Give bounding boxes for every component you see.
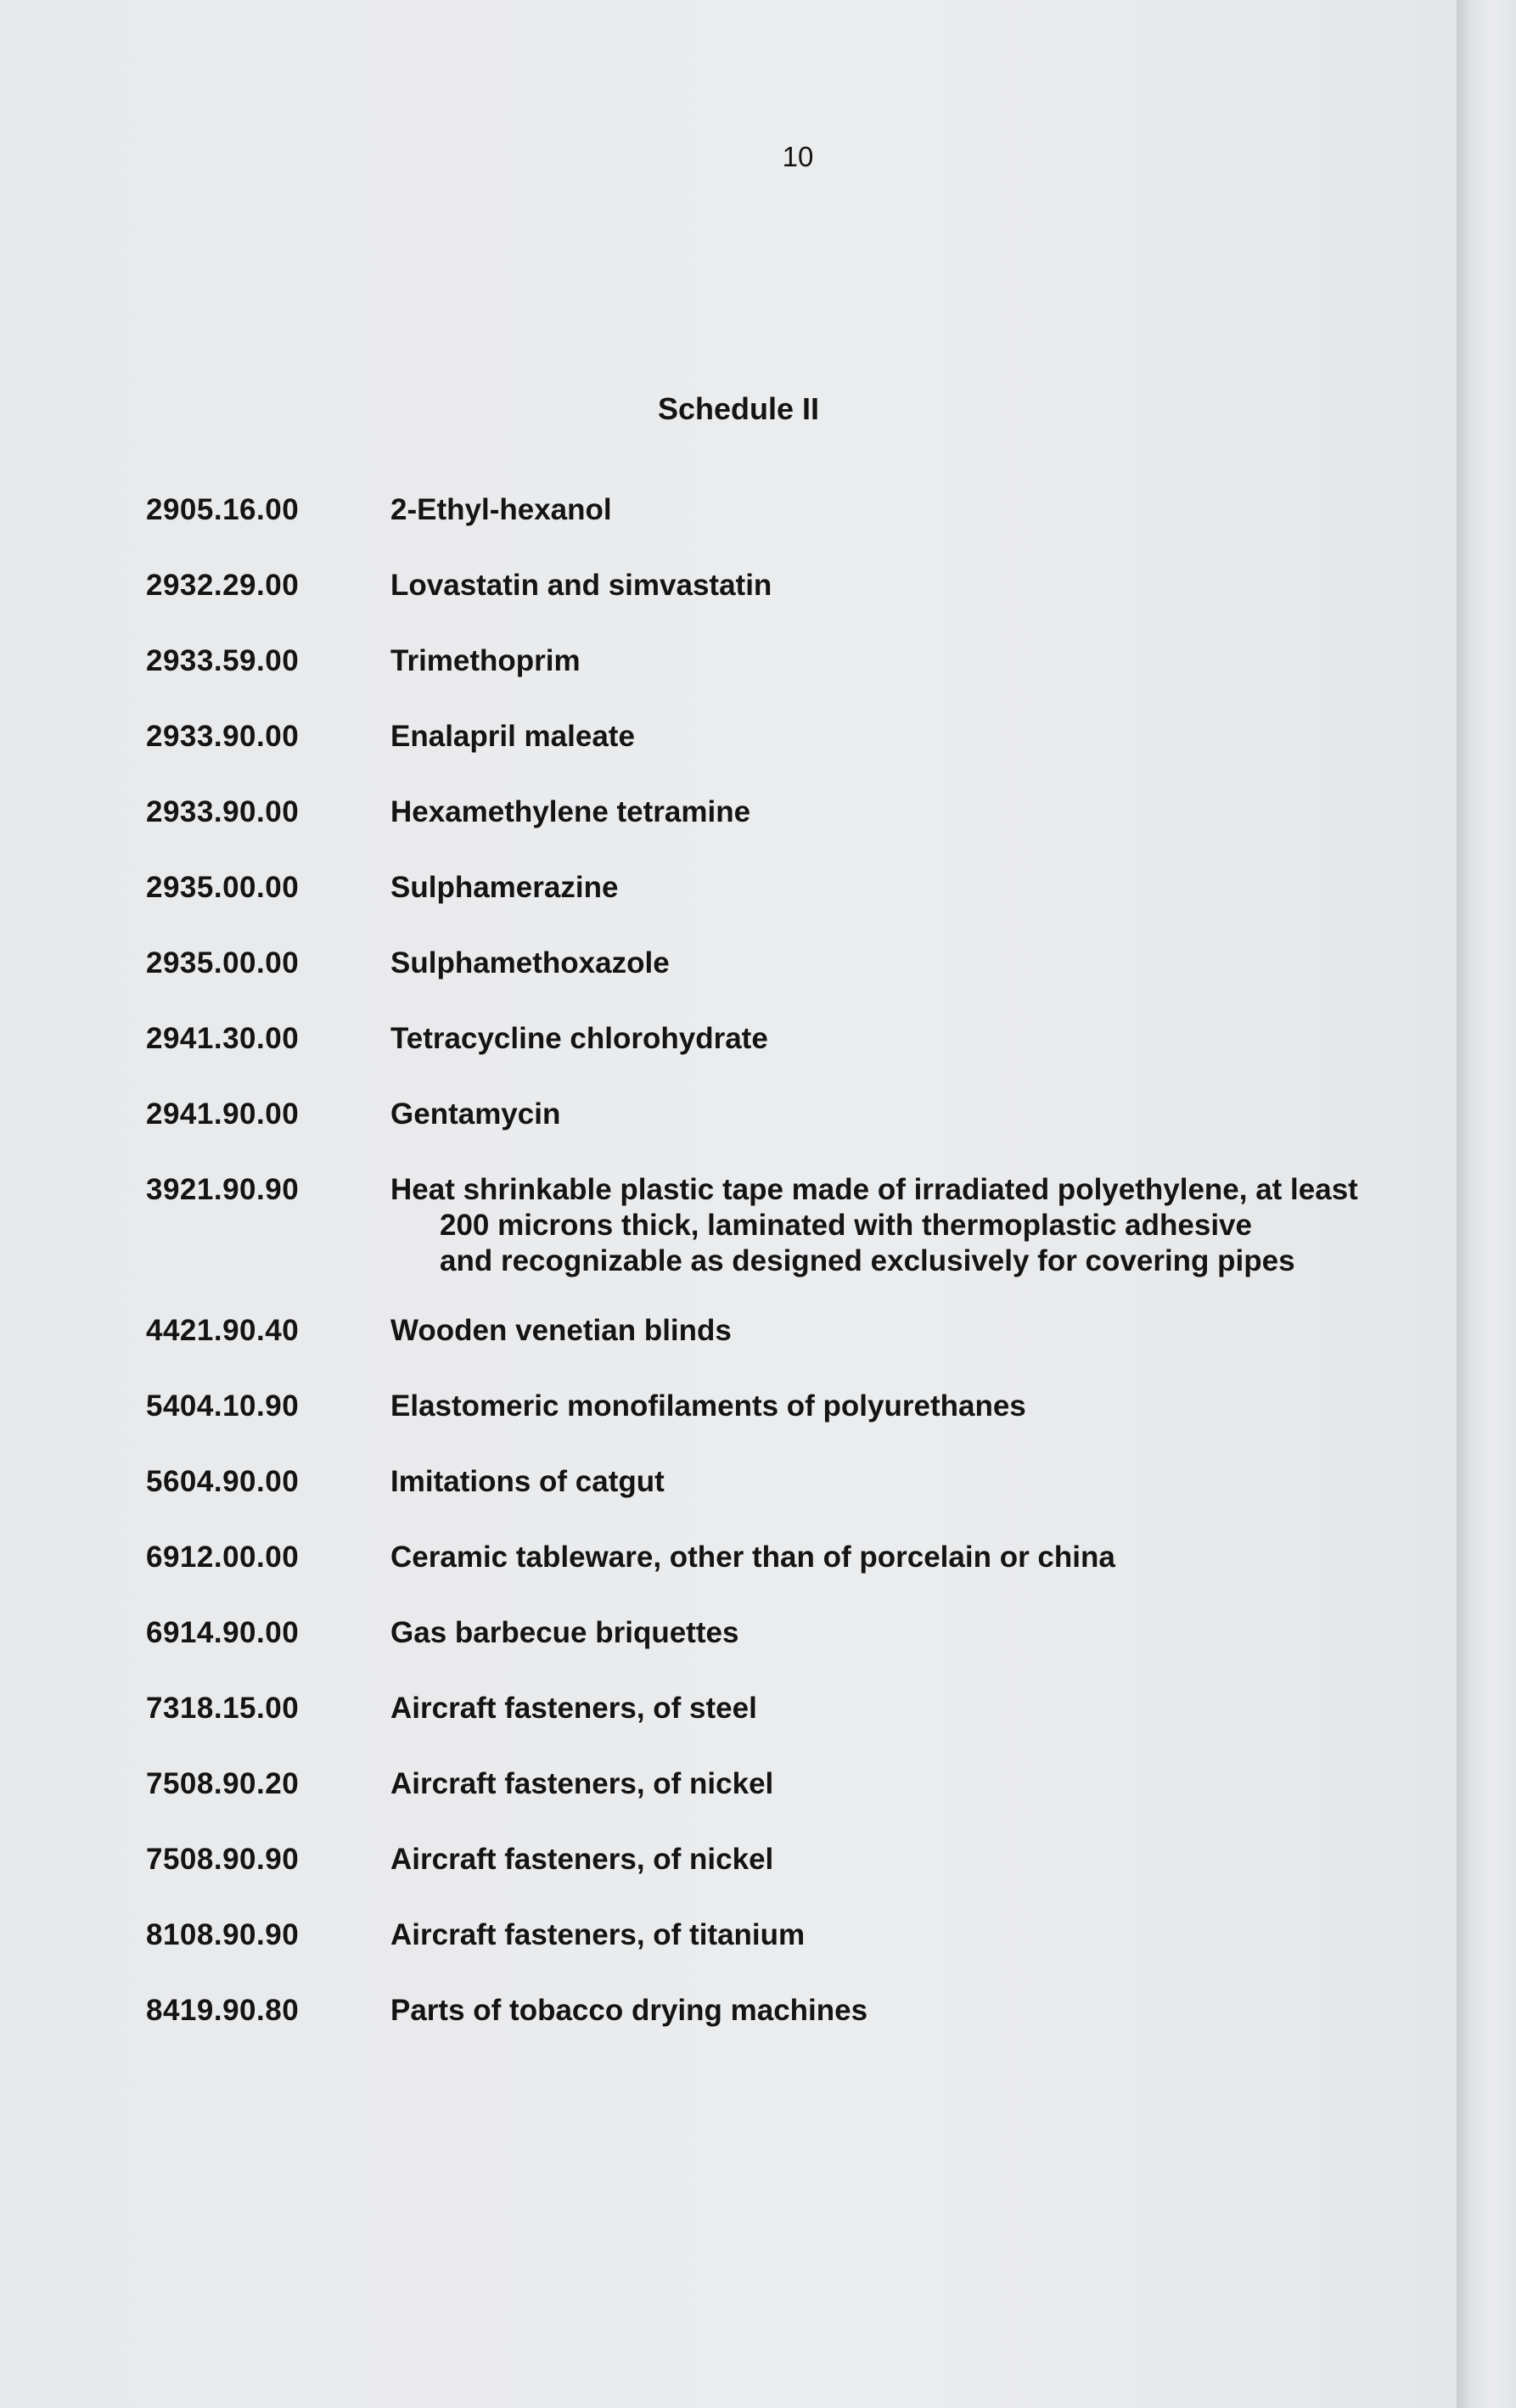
tariff-code: 5604.90.00	[146, 1465, 300, 1498]
tariff-row	[146, 1313, 1385, 1389]
description-line: Wooden venetian blinds	[390, 1314, 732, 1347]
tariff-description	[390, 1540, 1409, 1575]
tariff-description	[390, 1615, 1409, 1651]
description-line: Lovastatin and simvastatin	[390, 569, 772, 602]
tariff-code: 7508.90.90	[146, 1843, 300, 1876]
tariff-row	[146, 568, 1385, 643]
tariff-code: 2935.00.00	[146, 946, 300, 979]
tariff-code: 6912.00.00	[146, 1541, 300, 1574]
description-line: Trimethoprim	[390, 644, 581, 677]
description-line: Gentamycin	[390, 1097, 561, 1131]
tariff-row	[146, 1691, 1385, 1766]
tariff-row	[146, 1097, 1385, 1172]
tariff-description	[390, 719, 1409, 755]
description-line: Aircraft fasteners, of steel	[390, 1692, 757, 1725]
tariff-row	[146, 643, 1385, 719]
tariff-code: 4421.90.40	[146, 1314, 300, 1347]
tariff-row	[146, 794, 1385, 870]
tariff-description	[390, 568, 1409, 603]
tariff-code: 2933.90.00	[146, 795, 300, 828]
tariff-description	[390, 1691, 1409, 1726]
tariff-row	[146, 1540, 1385, 1615]
description-line: 200 microns thick, laminated with thermoplastic adhesive	[440, 1209, 1252, 1242]
description-line: Sulphamethoxazole	[390, 946, 670, 979]
tariff-code: 8419.90.80	[146, 1994, 300, 2027]
description-line: Ceramic tableware, other than of porcelain or china	[390, 1541, 1115, 1574]
tariff-row	[146, 946, 1385, 1021]
tariff-description	[390, 1842, 1409, 1878]
description-line: Tetracycline chlorohydrate	[390, 1022, 768, 1055]
tariff-description	[390, 1464, 1409, 1500]
tariff-table	[146, 492, 1385, 2068]
tariff-row	[146, 1172, 1385, 1313]
description-line: Aircraft fasteners, of titanium	[390, 1918, 806, 1951]
tariff-description	[390, 1766, 1409, 1802]
tariff-row	[146, 1464, 1385, 1540]
tariff-description	[390, 1993, 1409, 2029]
tariff-code: 2941.30.00	[146, 1022, 300, 1055]
tariff-description	[390, 1172, 1409, 1279]
description-line: Sulphamerazine	[390, 871, 619, 904]
tariff-code: 2941.90.00	[146, 1097, 300, 1131]
tariff-description	[390, 1389, 1409, 1424]
tariff-code: 2933.59.00	[146, 644, 300, 677]
tariff-row	[146, 870, 1385, 946]
tariff-description	[390, 1313, 1409, 1349]
tariff-row	[146, 1917, 1385, 1993]
tariff-row	[146, 1766, 1385, 1842]
tariff-description	[390, 492, 1409, 528]
tariff-row	[146, 492, 1385, 568]
tariff-row	[146, 719, 1385, 794]
schedule-title: Schedule II	[657, 391, 820, 426]
description-line: Heat shrinkable plastic tape made of irradiated polyethylene, at least	[390, 1173, 1358, 1206]
tariff-description	[390, 1917, 1409, 1953]
page-number: 10	[782, 141, 814, 172]
tariff-row	[146, 1993, 1385, 2068]
description-line: 2-Ethyl-hexanol	[390, 493, 612, 526]
tariff-description	[390, 870, 1409, 906]
description-line: and recognizable as designed exclusively for covering pipes	[440, 1244, 1295, 1277]
description-line: Elastomeric monofilaments of polyurethanes	[390, 1389, 1026, 1423]
tariff-description	[390, 643, 1409, 679]
tariff-code: 2935.00.00	[146, 871, 300, 904]
description-line: Aircraft fasteners, of nickel	[390, 1843, 774, 1876]
tariff-code: 2933.90.00	[146, 720, 300, 753]
tariff-code: 2905.16.00	[146, 493, 300, 526]
page-edge	[1457, 0, 1516, 2408]
tariff-description	[390, 794, 1409, 830]
tariff-code: 3921.90.90	[146, 1173, 300, 1206]
tariff-code: 5404.10.90	[146, 1389, 300, 1423]
tariff-row	[146, 1842, 1385, 1917]
tariff-code: 8108.90.90	[146, 1918, 300, 1951]
description-line: Enalapril maleate	[390, 720, 635, 753]
description-line: Hexamethylene tetramine	[390, 795, 751, 828]
tariff-code: 7508.90.20	[146, 1767, 300, 1800]
description-line: Gas barbecue briquettes	[390, 1616, 739, 1649]
tariff-description	[390, 946, 1409, 981]
tariff-code: 2932.29.00	[146, 569, 300, 602]
description-line: Imitations of catgut	[390, 1465, 665, 1498]
description-line: Parts of tobacco drying machines	[390, 1994, 868, 2027]
tariff-description	[390, 1097, 1409, 1132]
tariff-row	[146, 1389, 1385, 1464]
tariff-row	[146, 1615, 1385, 1691]
tariff-row	[146, 1021, 1385, 1097]
tariff-description	[390, 1021, 1409, 1057]
description-line: Aircraft fasteners, of nickel	[390, 1767, 774, 1800]
tariff-code: 6914.90.00	[146, 1616, 300, 1649]
tariff-code: 7318.15.00	[146, 1692, 300, 1725]
